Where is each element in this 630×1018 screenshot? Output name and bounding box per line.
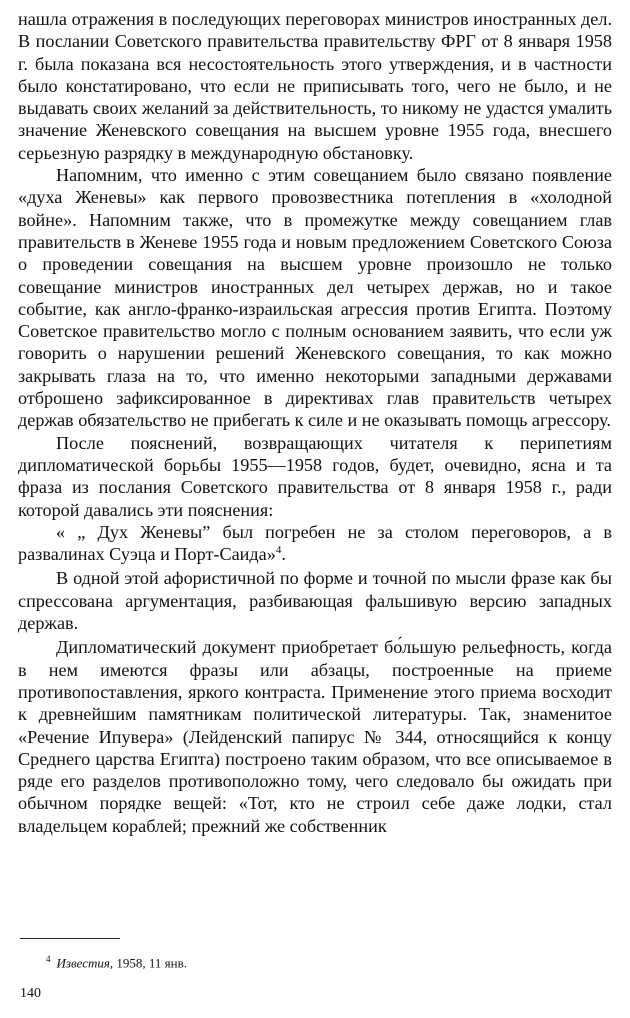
quote-end: . [281, 544, 286, 565]
paragraph-6: Дипломатический документ приобретает бо́льшую рельефность, когда в нем имеются фразы или абзацы, построенные на приеме противопоставления, яркого контраста. Применение этого приема восходит к древнейшим памятникам политической литературы. Так, знаменитое «Речение Ипувера» (Лейденский папирус № 344, относящийся к концу Среднего царства Египта) построено таким образом, что все описываемое в ряде его разделов противоположно тому, чего следовало бы ожидать при обычном порядке вещей: «Тот, кто не строил себе даже лодки, стал владельцем кораблей; прежний же собственник [18, 637, 612, 836]
paragraph-3: После пояснений, возвращающих читателя к перипетиям дипломатической борьбы 1955—1958 годов, будет, очевидно, ясна и та фраза из послания Советского правительства от 8 января 1958 г., ради которой давались эти пояснения: [18, 432, 612, 520]
quote-text: « „ Дух Женевы” был погребен не за столом переговоров, а в развалинах Суэца и Порт-Саида» [18, 521, 612, 565]
footnote-divider [20, 938, 120, 939]
footnote-details: 1958, 11 янв. [113, 955, 187, 971]
page-number: 140 [20, 986, 41, 1001]
footnote [46, 951, 187, 971]
paragraph-2: Напомним, что именно с этим совещанием было связано появление «духа Женевы» как первого провозвестника потепления в «холодной войне». Напомним также, что в промежутке между совещанием глав правительств в Женеве 1955 года и новым предложением Советского Союза о проведении совещания на высшем уровне произошло не только совещание министров иностранных дел четырех держав, но и такое событие, как англо-франко-израильская агрессия против Египта. Поэтому Советское правительство могло с полным основанием заявить, что если уж говорить о нарушении решений Женевского совещания, то как можно закрывать глаза на то, что именно некоторыми западными державами отброшено зафиксированное в директивах глав правительств четырех держав обязательство не прибегать к силе и не оказывать помощь агрессору. [18, 165, 612, 431]
footnote-mark: 4 [46, 954, 51, 964]
paragraph-5: В одной этой афористичной по форме и точной по мысли фразе как бы спрессована аргументация, разбивающая фальшивую версию западных держав. [18, 568, 612, 634]
footnote-source: Известия, [56, 955, 114, 971]
paragraph-1: нашла отражения в последующих переговорах министров иностранных дел. В послании Советского правительства правительству ФРГ от 8 января 1958 г. была показана вся несостоятельность этого утверждения, и в частности было констатировано, что если не приписывать того, чего не было, и не выдавать своих желаний за действительность, то никому не удастся умалить значение Женевского совещания на высшем уровне 1955 года, внесшего серьезную разрядку в международную обстановку. [18, 9, 612, 163]
footnote-reference[interactable]: 4 [275, 544, 282, 557]
page-body [18, 8, 612, 837]
paragraph-4-quote [18, 521, 612, 566]
